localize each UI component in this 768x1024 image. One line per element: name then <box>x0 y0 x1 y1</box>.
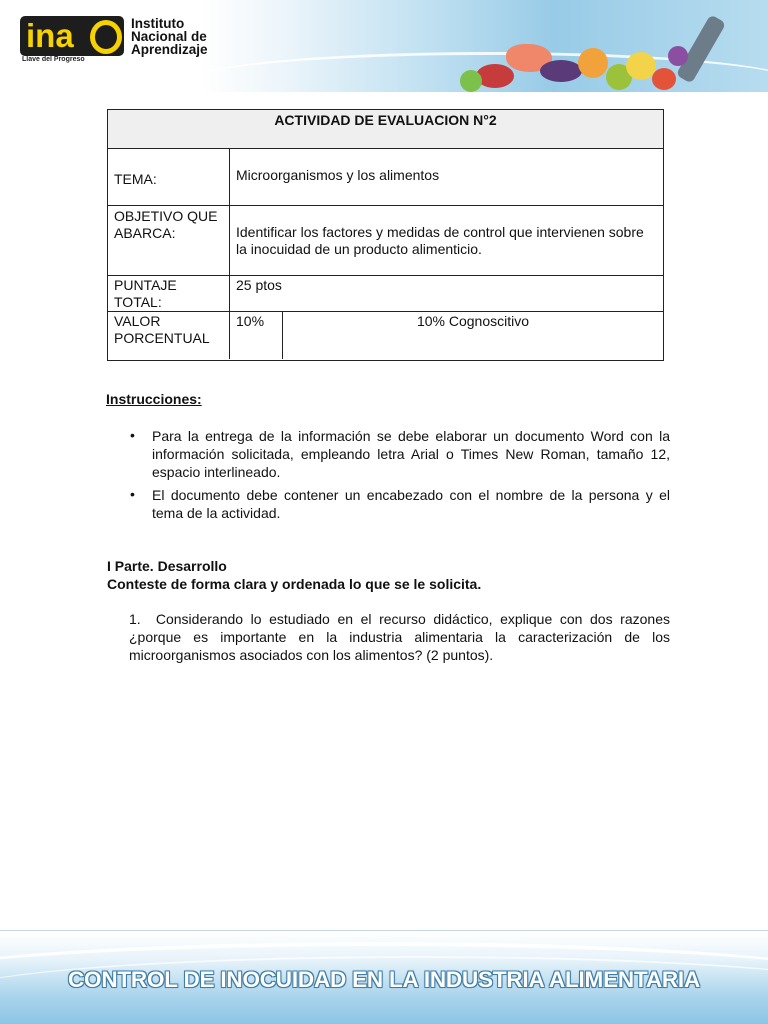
ina-logo <box>20 16 124 56</box>
grape-icon <box>668 46 688 66</box>
instruction-item: El documento debe contener un encabezado con el nombre de la persona y el tema de la actividad. <box>152 487 670 521</box>
logo-text: ina <box>26 17 74 54</box>
question-body: Considerando lo estudiado en el recurso didáctico, explique con dos razones ¿porque es importante en la industria alimentaria la caracterización de los microorganismos asociados con los alimentos? (2 puntos). <box>129 611 670 663</box>
part-subtitle: Conteste de forma clara y ordenada lo que se le solicita. <box>107 576 482 592</box>
table-row <box>108 312 663 359</box>
institution-line-2: Nacional de <box>131 29 207 44</box>
page-header <box>0 0 768 92</box>
eggplant-icon <box>540 60 582 82</box>
part-title: I Parte. Desarrollo <box>107 558 227 574</box>
row-value: Microorganismos y los alimentos <box>236 167 440 183</box>
bullet-icon: • <box>130 486 135 502</box>
table-title: ACTIVIDAD DE EVALUACION N°2 <box>274 112 497 128</box>
page-footer <box>0 932 768 1024</box>
table-row <box>108 149 663 206</box>
table-row <box>108 206 663 276</box>
orange-icon <box>578 48 608 78</box>
apple-icon <box>460 70 482 92</box>
row-label: PUNTAJE TOTAL: <box>114 277 177 310</box>
footer-title: CONTROL DE INOCUIDAD EN LA INDUSTRIA ALIMENTARIA <box>67 967 701 992</box>
question-text <box>129 610 670 664</box>
institution-line-1: Instituto <box>131 16 185 31</box>
instructions-heading: Instrucciones: <box>106 391 202 407</box>
bullet-icon: • <box>130 427 135 443</box>
instruction-item: Para la entrega de la información se debe elaborar un documento Word con la información solicitada, empleando letra Arial o Times New Roman, tamaño 12, espacio interlineado. <box>152 428 670 480</box>
question-number: 1. <box>129 611 141 627</box>
footer-divider <box>0 930 768 931</box>
meat-icon <box>476 64 514 88</box>
institution-line-3: Aprendizaje <box>131 42 208 57</box>
institution-name <box>131 17 208 56</box>
logo-ring-icon <box>90 20 122 54</box>
table-title-row <box>108 110 663 149</box>
row-label: TEMA: <box>114 171 157 187</box>
row-value: 10% <box>236 313 265 329</box>
table-row <box>108 276 663 312</box>
evaluation-table <box>107 109 664 361</box>
row-extra-value: 10% Cognoscitivo <box>416 313 530 329</box>
tomato-icon <box>652 68 676 90</box>
row-label: VALOR PORCENTUAL <box>114 313 210 346</box>
row-value: Identificar los factores y medidas de control que intervienen sobre la inocuidad de un producto alimenticio. <box>236 224 644 257</box>
food-illustration <box>456 8 768 92</box>
row-label: OBJETIVO QUE ABARCA: <box>114 208 218 241</box>
logo-slogan: Llave del Progreso <box>22 56 85 63</box>
row-value: 25 ptos <box>236 277 282 293</box>
